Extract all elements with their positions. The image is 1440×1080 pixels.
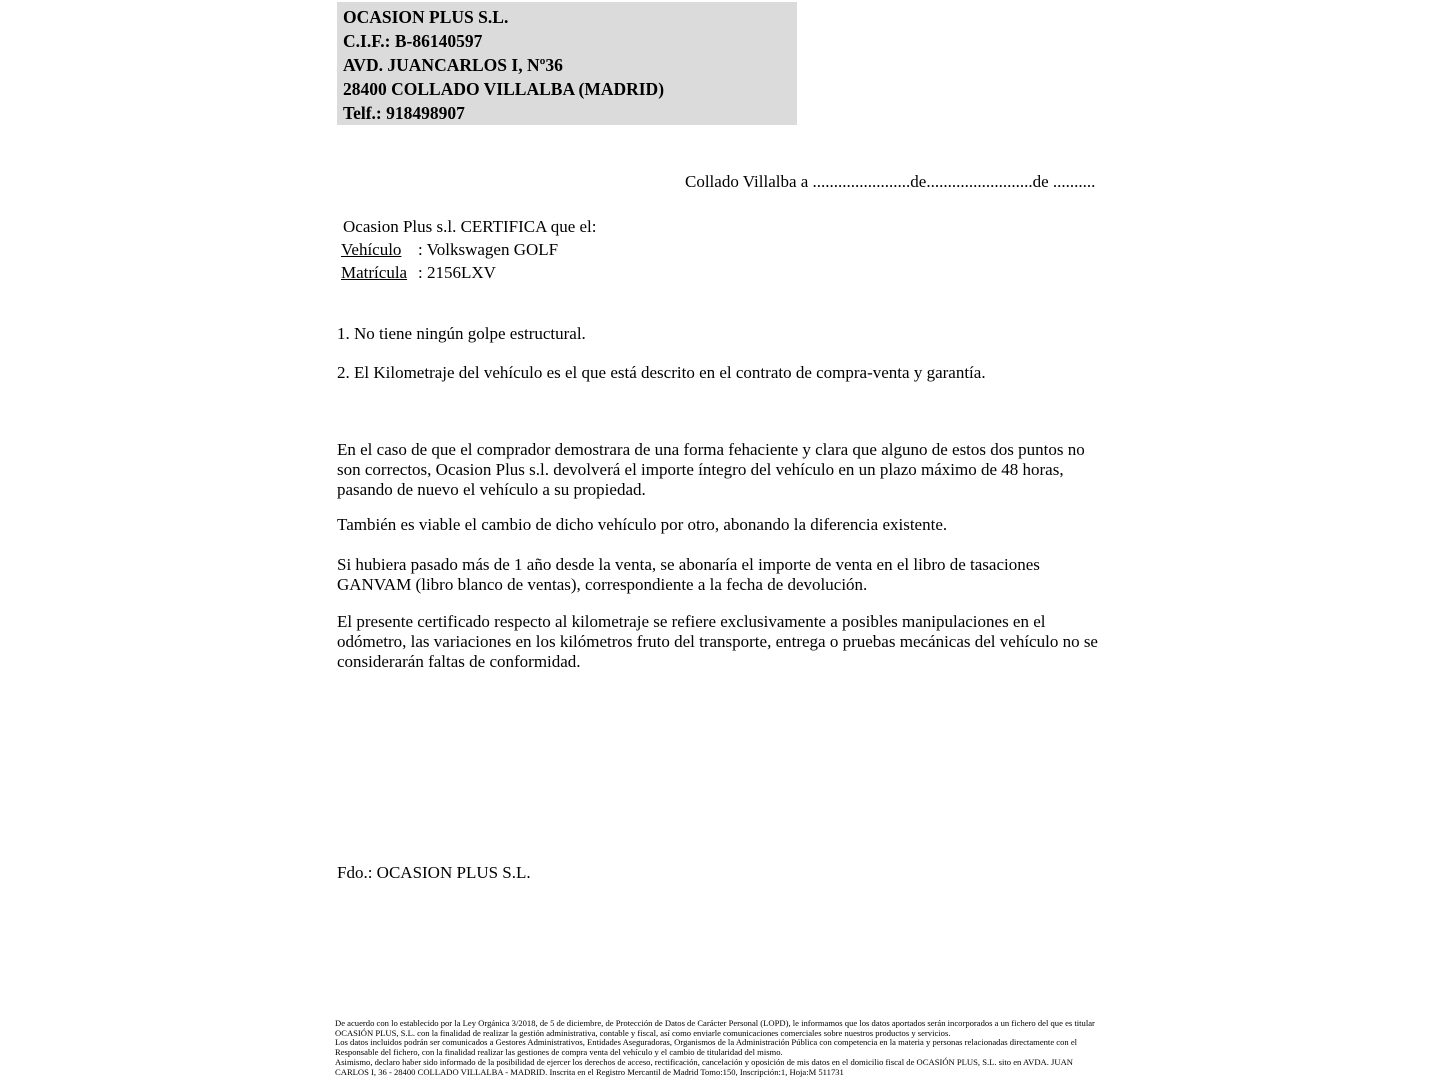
plate-value: : 2156LXV bbox=[418, 263, 496, 282]
company-phone: Telf.: 918498907 bbox=[343, 103, 465, 123]
paragraph-ganvam-valuation: Si hubiera pasado más de 1 año desde la venta, se abonaría el importe de venta en el libro de tasaciones GANVAM (libro blanco de ventas), correspondiente a la fecha de devolución. bbox=[337, 555, 1040, 594]
company-header-box bbox=[337, 2, 797, 125]
plate-label: Matrícula bbox=[341, 263, 408, 282]
plate-row bbox=[341, 263, 496, 285]
legal-footer-data-sharing: Los datos incluidos podrán ser comunicados a Gestores Administrativos, Entidades Aseguradoras, Organismos de la Administración Pública con competencia en la materia y personas relacionadas directamente con el Responsable del fichero, con la finalidad realizar las gestiones de compra venta del vehículo y el cambio de titularidad del mismo. bbox=[335, 1037, 1078, 1058]
legal-footer-rights: Asimismo, declaro haber sido informado de la posibilidad de ejercer los derechos de acceso, rectificación, cancelación y oposición de mis datos en el domicilio fiscal de OCASIÓN PLUS, S.L. sito en AVDA. JUAN CARLOS I, 36 - 28400 COLLADO VILLALBA - MADRID. Inscrita en el Registro Mercantil de Madrid Tomo:150, Inscripción:1, Hoja:M 511731 bbox=[335, 1056, 1074, 1077]
paragraph-refund-terms: En el caso de que el comprador demostrara de una forma fehaciente y clara que alguno de estos dos puntos no son correctos, Ocasion Plus s.l. devolverá el importe íntegro del vehículo en un plazo máximo de 48 horas, pasando de nuevo el vehículo a su propiedad. bbox=[337, 440, 1085, 499]
certify-intro: Ocasion Plus s.l. CERTIFICA que el: bbox=[343, 217, 597, 236]
vehicle-row bbox=[341, 240, 559, 262]
vehicle-value: : Volkswagen GOLF bbox=[418, 240, 559, 259]
company-cif: C.I.F.: B-86140597 bbox=[343, 31, 483, 51]
vehicle-label: Vehículo bbox=[341, 240, 402, 259]
signature-line: Fdo.: OCASION PLUS S.L. bbox=[337, 863, 531, 882]
company-name: OCASION PLUS S.L. bbox=[343, 7, 509, 27]
paragraph-exchange-option: También es viable el cambio de dicho vehículo por otro, abonando la diferencia existente. bbox=[337, 515, 948, 534]
company-address: AVD. JUANCARLOS I, Nº36 bbox=[343, 55, 563, 75]
company-city: 28400 COLLADO VILLALBA (MADRID) bbox=[343, 79, 665, 99]
legal-footer bbox=[335, 1019, 1101, 1077]
certificate-point-2: 2. El Kilometraje del vehículo es el que está descrito en el contrato de compra-venta y garantía. bbox=[337, 363, 986, 382]
legal-footer-lopd: De acuerdo con lo establecido por la Ley Orgánica 3/2018, de 5 de diciembre, de Protección de Datos de Carácter Personal (LOPD), le informamos que los datos aportados serán incorporados a un fichero del que es titular OCASIÓN PLUS, S.L. con la finalidad de realizar la gestión administrativa, contable y fiscal, así como enviarle comunicaciones comerciales sobre nuestros productos y servicios. bbox=[335, 1018, 1095, 1038]
certificate-point-1: 1. No tiene ningún golpe estructural. bbox=[337, 324, 586, 343]
date-line: Collado Villalba a .......................de.........................de .......... bbox=[685, 172, 1096, 191]
paragraph-odometer-disclaimer: El presente certificado respecto al kilometraje se refiere exclusivamente a posibles manipulaciones en el odómetro, las variaciones en los kilómetros fruto del transporte, entrega o pruebas mecánicas del vehículo no se considerarán faltas de conformidad. bbox=[337, 612, 1098, 671]
